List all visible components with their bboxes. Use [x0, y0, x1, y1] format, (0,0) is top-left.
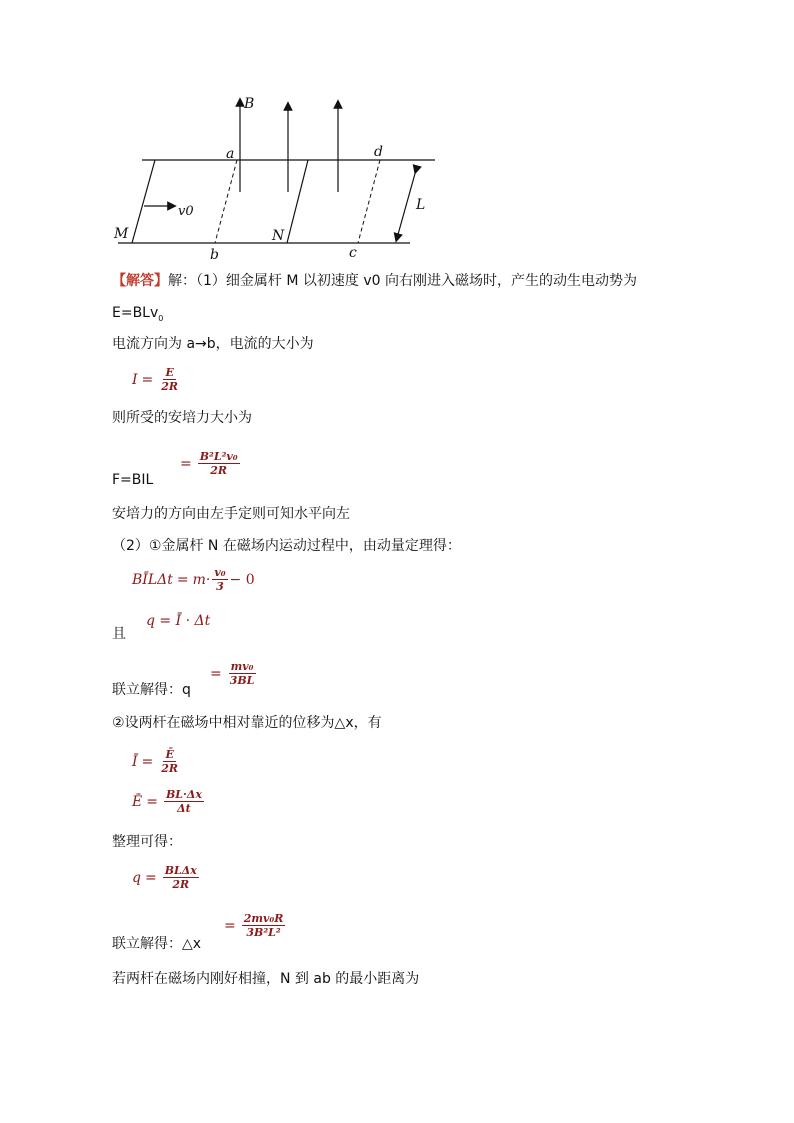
solve-q-line: 联立解得：q	[112, 682, 191, 698]
rod-N	[287, 160, 308, 243]
impulse-den: 3	[216, 580, 224, 593]
eq-sign: =	[141, 753, 154, 770]
q2-formula	[132, 864, 201, 891]
Ebar-num: BL·Δx	[165, 788, 202, 801]
eq-sign: =	[224, 917, 236, 934]
label-N: N	[272, 228, 285, 244]
eq-sign: =	[210, 665, 222, 682]
current-formula	[132, 366, 182, 393]
rails-and-rods-svg	[100, 92, 445, 262]
Ibar-num: Ē	[165, 748, 174, 761]
boundary-dc	[358, 160, 380, 243]
Ibar-formula	[132, 748, 182, 775]
Ibar-fraction	[159, 748, 180, 775]
dx-result-formula	[220, 912, 287, 939]
eq-sign: =	[146, 793, 158, 810]
label-B: B	[244, 96, 255, 112]
emf-line	[112, 303, 163, 329]
dx-fraction	[242, 912, 286, 939]
F-num: B²L²v₀	[199, 450, 238, 463]
q2-fraction	[163, 864, 199, 891]
part2b-line: ②设两杆在磁场中相对靠近的位移为△x，有	[112, 715, 382, 731]
impulse-fraction	[212, 566, 227, 593]
impulse-lhs: BĪLΔt	[132, 571, 173, 588]
answer-heading: 【解答】	[112, 273, 168, 289]
eq-sign: =	[144, 869, 157, 886]
impulse-num: v₀	[214, 566, 226, 579]
label-v0: v0	[178, 204, 194, 219]
boundary-ab	[215, 160, 237, 243]
label-c: c	[349, 245, 357, 261]
eq-sign: =	[176, 571, 189, 588]
Ebar-lhs: Ē	[132, 793, 143, 810]
Ebar-den: Δt	[177, 802, 191, 815]
solve-dx-line: 联立解得：△x	[112, 936, 202, 952]
last-line: 若两杆在磁场内刚好相撞，N 到 ab 的最小距离为	[112, 971, 420, 987]
q-result-formula	[206, 660, 258, 687]
q2-lhs: q	[132, 869, 141, 886]
current-direction-line: 电流方向为 a→b，电流的大小为	[112, 336, 314, 352]
impulse-m: m·	[192, 571, 211, 588]
F-den: 2R	[210, 464, 228, 477]
Ibar-den: 2R	[161, 762, 179, 775]
dx-num: 2mv₀R	[243, 912, 284, 925]
eq-sign: =	[180, 455, 192, 472]
part2-line: （2）①金属杆 N 在磁场内运动过程中，由动量定理得：	[112, 538, 461, 554]
label-d: d	[374, 144, 383, 160]
and-line: 且	[112, 626, 126, 642]
label-L: L	[416, 197, 426, 213]
Ibar-lhs: Ī	[132, 753, 138, 770]
Ebar-formula	[132, 788, 206, 815]
rod-M	[132, 160, 155, 243]
emf-text: E=BLv	[112, 305, 159, 321]
q1-den: 3BL	[229, 674, 255, 687]
force-formula	[176, 450, 242, 477]
F-fraction	[198, 450, 240, 477]
I-den: 2R	[161, 380, 179, 393]
force-intro-line: 则所受的安培力大小为	[112, 410, 252, 426]
Ebar-fraction	[164, 788, 204, 815]
label-b: b	[210, 247, 219, 262]
answer-intro: 解：（1）细金属杆 M 以初速度 v0 向右刚进入磁场时，产生的动生电动势为	[168, 273, 637, 289]
force-eq-line: F=BIL	[112, 472, 154, 488]
label-a: a	[226, 146, 235, 162]
impulse-tail: − 0	[229, 571, 255, 588]
q2-den: 2R	[172, 878, 190, 891]
eq-sign: =	[141, 371, 154, 388]
L-dimension	[397, 170, 416, 238]
emf-sub: 0	[158, 313, 164, 323]
q1-num: mv₀	[230, 660, 254, 673]
I-fraction	[159, 366, 180, 393]
q2-num: BLΔx	[164, 864, 197, 877]
I-lhs: I	[132, 371, 138, 388]
answer-intro-line	[112, 271, 637, 291]
force-direction-line: 安培力的方向由左手定则可知水平向左	[112, 506, 350, 522]
arrange-line: 整理可得：	[112, 834, 182, 850]
I-num: E	[165, 366, 174, 379]
q1-fraction	[228, 660, 257, 687]
physics-diagram	[100, 92, 445, 262]
dx-den: 3B²L²	[246, 926, 281, 939]
impulse-formula	[132, 566, 255, 593]
q-definition: q = Ī · Δt	[146, 613, 211, 629]
label-M: M	[114, 226, 129, 242]
